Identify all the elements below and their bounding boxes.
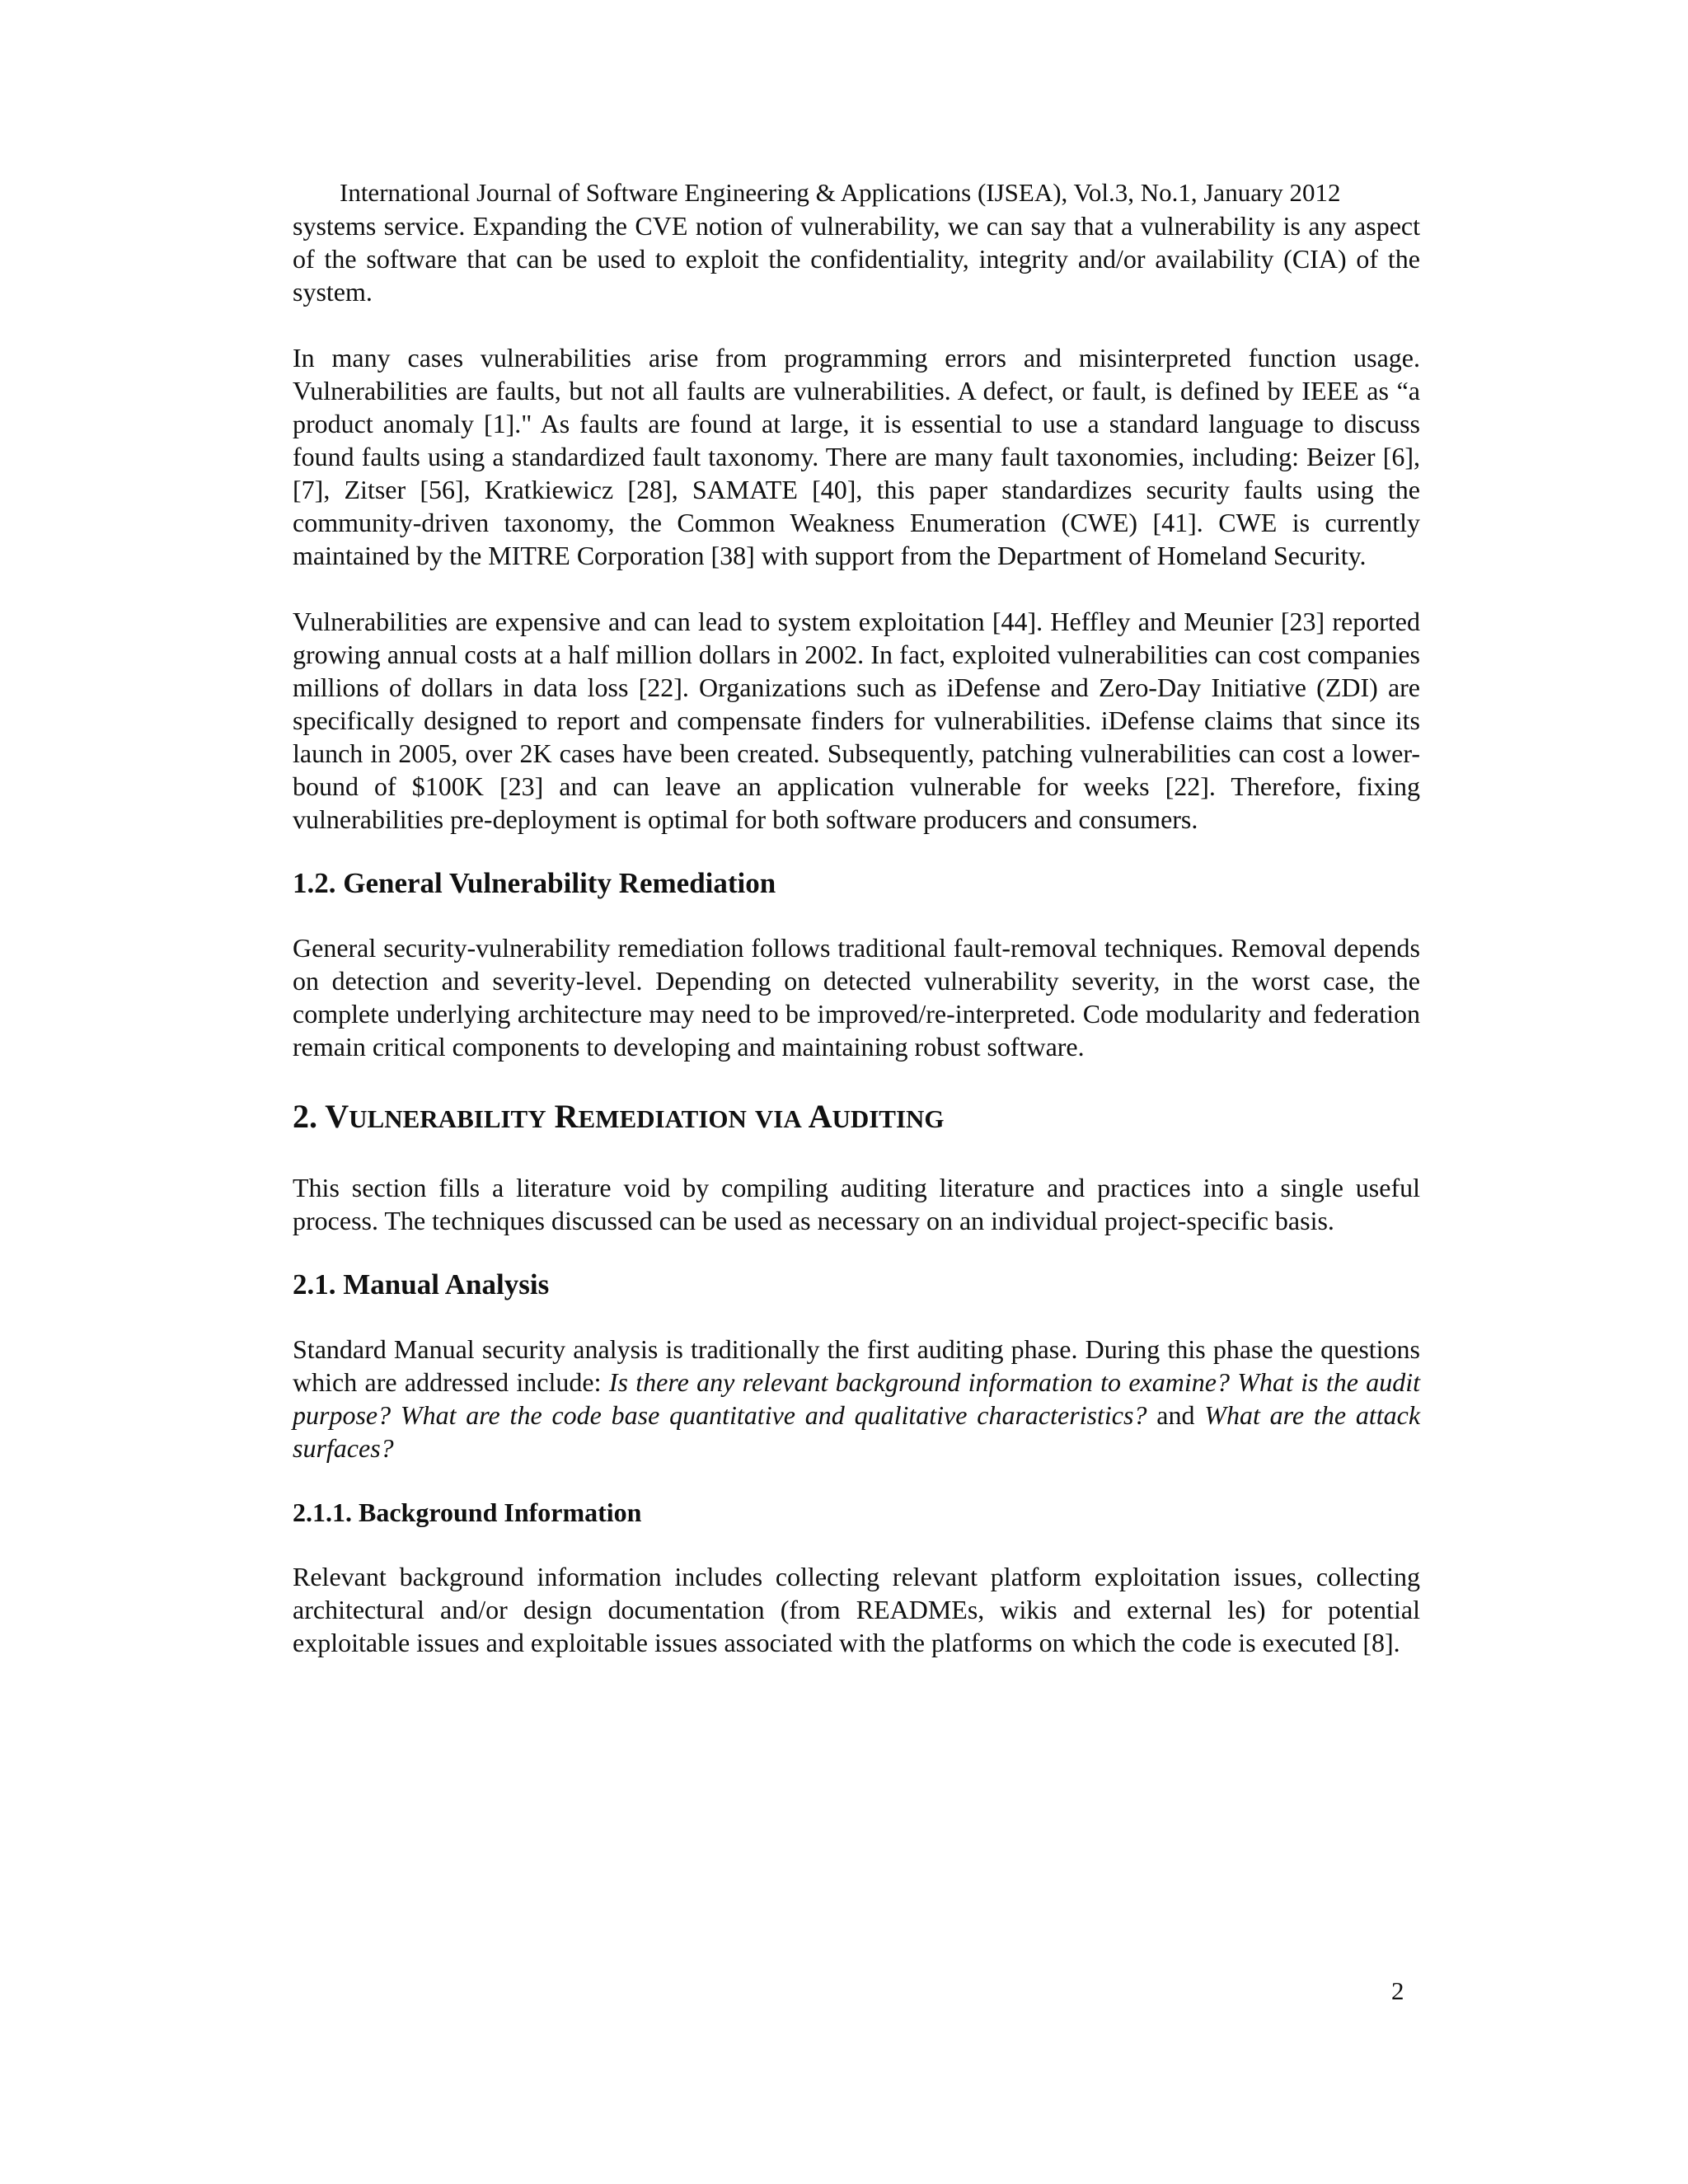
- question-purpose: What is the audit purpose?: [293, 1367, 1421, 1430]
- paragraph-general-remediation: General security-vulnerability remediation follows traditional fault-removal techniques. Removal depends on detection and severity-level. Depending on detected vulnerability severity, in the worst case, the complete underlying architecture may need to be improved/re-interpreted. Code modularity and federation remain critical components to developing and maintaining robust software.: [293, 933, 1420, 1062]
- heading-section-2: 2. VULNERABILITY REMEDIATION VIA AUDITING: [293, 1098, 945, 1135]
- page-number: 2: [1391, 1976, 1404, 2005]
- paragraph-faults-taxonomy: In many cases vulnerabilities arise from programming errors and misinterpreted function usage. Vulnerabilities are faults, but not all faults are vulnerabilities. A defect, or fault, is defined by IEEE as “a product anomaly [1]." As faults are found at large, it is essential to use a standard language to discuss found faults using a standardized fault taxonomy. There are many fault taxonomies, including: Beizer [6], [7], Zitser [56], Kratkiewicz [28], SAMATE [40], this paper standardizes security faults using the community-driven taxonomy, the Common Weakness Enumeration (CWE) [41]. CWE is currently maintained by the MITRE Corporation [38] with support from the Department of Homeland Security.: [293, 343, 1420, 570]
- heading-2-1: 2.1. Manual Analysis: [293, 1268, 550, 1301]
- heading-1-2: 1.2. General Vulnerability Remediation: [293, 867, 776, 899]
- heading-2-1-1: 2.1.1. Background Information: [293, 1497, 642, 1527]
- paragraph-section-2-intro: This section fills a literature void by compiling auditing literature and practices into a single useful process. The techniques discussed can be used as necessary on an individual project-specific basis.: [293, 1173, 1420, 1235]
- question-characteristics: What are the code base quantitative and qualitative characteristics?: [400, 1400, 1147, 1430]
- paragraph-manual-analysis: Standard Manual security analysis is traditionally the first auditing phase. During this phase the questions which are addressed include: Is there any relevant background information to examine? What is the audit purpose? What are the code base quantitative and qualitative characteristics? and What are the attack surfaces?: [293, 1334, 1421, 1463]
- running-header: International Journal of Software Engineering & Applications (IJSEA), Vol.3, No.1, January 2012: [340, 178, 1341, 207]
- question-background: Is there any relevant background information to examine?: [608, 1367, 1230, 1397]
- body-column: [293, 209, 1420, 1659]
- paragraph-background-information: Relevant background information includes collecting relevant platform exploitation issues, collecting architectural and/or design documentation (from READMEs, wikis and external les) for potential exploitable issues and exploitable issues associated with the platforms on which the code is executed [8].: [293, 1562, 1420, 1657]
- question-attack-surfaces: What are the attack surfaces?: [293, 1400, 1421, 1463]
- heading-section-2-number: 2.: [293, 1098, 317, 1135]
- paragraph-cve-definition: systems service. Expanding the CVE notion of vulnerability, we can say that a vulnerability is any aspect of the software that can be used to exploit the confidentiality, integrity and/or availability (CIA) of the system.: [293, 211, 1420, 307]
- paragraph-vulnerability-costs: Vulnerabilities are expensive and can lead to system exploitation [44]. Heffley and Meunier [23] reported growing annual costs at a half million dollars in 2002. In fact, exploited vulnerabilities can cost companies millions of dollars in data loss [22]. Organizations such as iDefense and Zero-Day Initiative (ZDI) are specifically designed to report and compensate finders for vulnerabilities. iDefense claims that since its launch in 2005, over 2K cases have been created. Subsequently, patching vulnerabilities can cost a lower-bound of $100K [23] and can leave an application vulnerable for weeks [22]. Therefore, fixing vulnerabilities pre-deployment is optimal for both software producers and consumers.: [293, 607, 1420, 834]
